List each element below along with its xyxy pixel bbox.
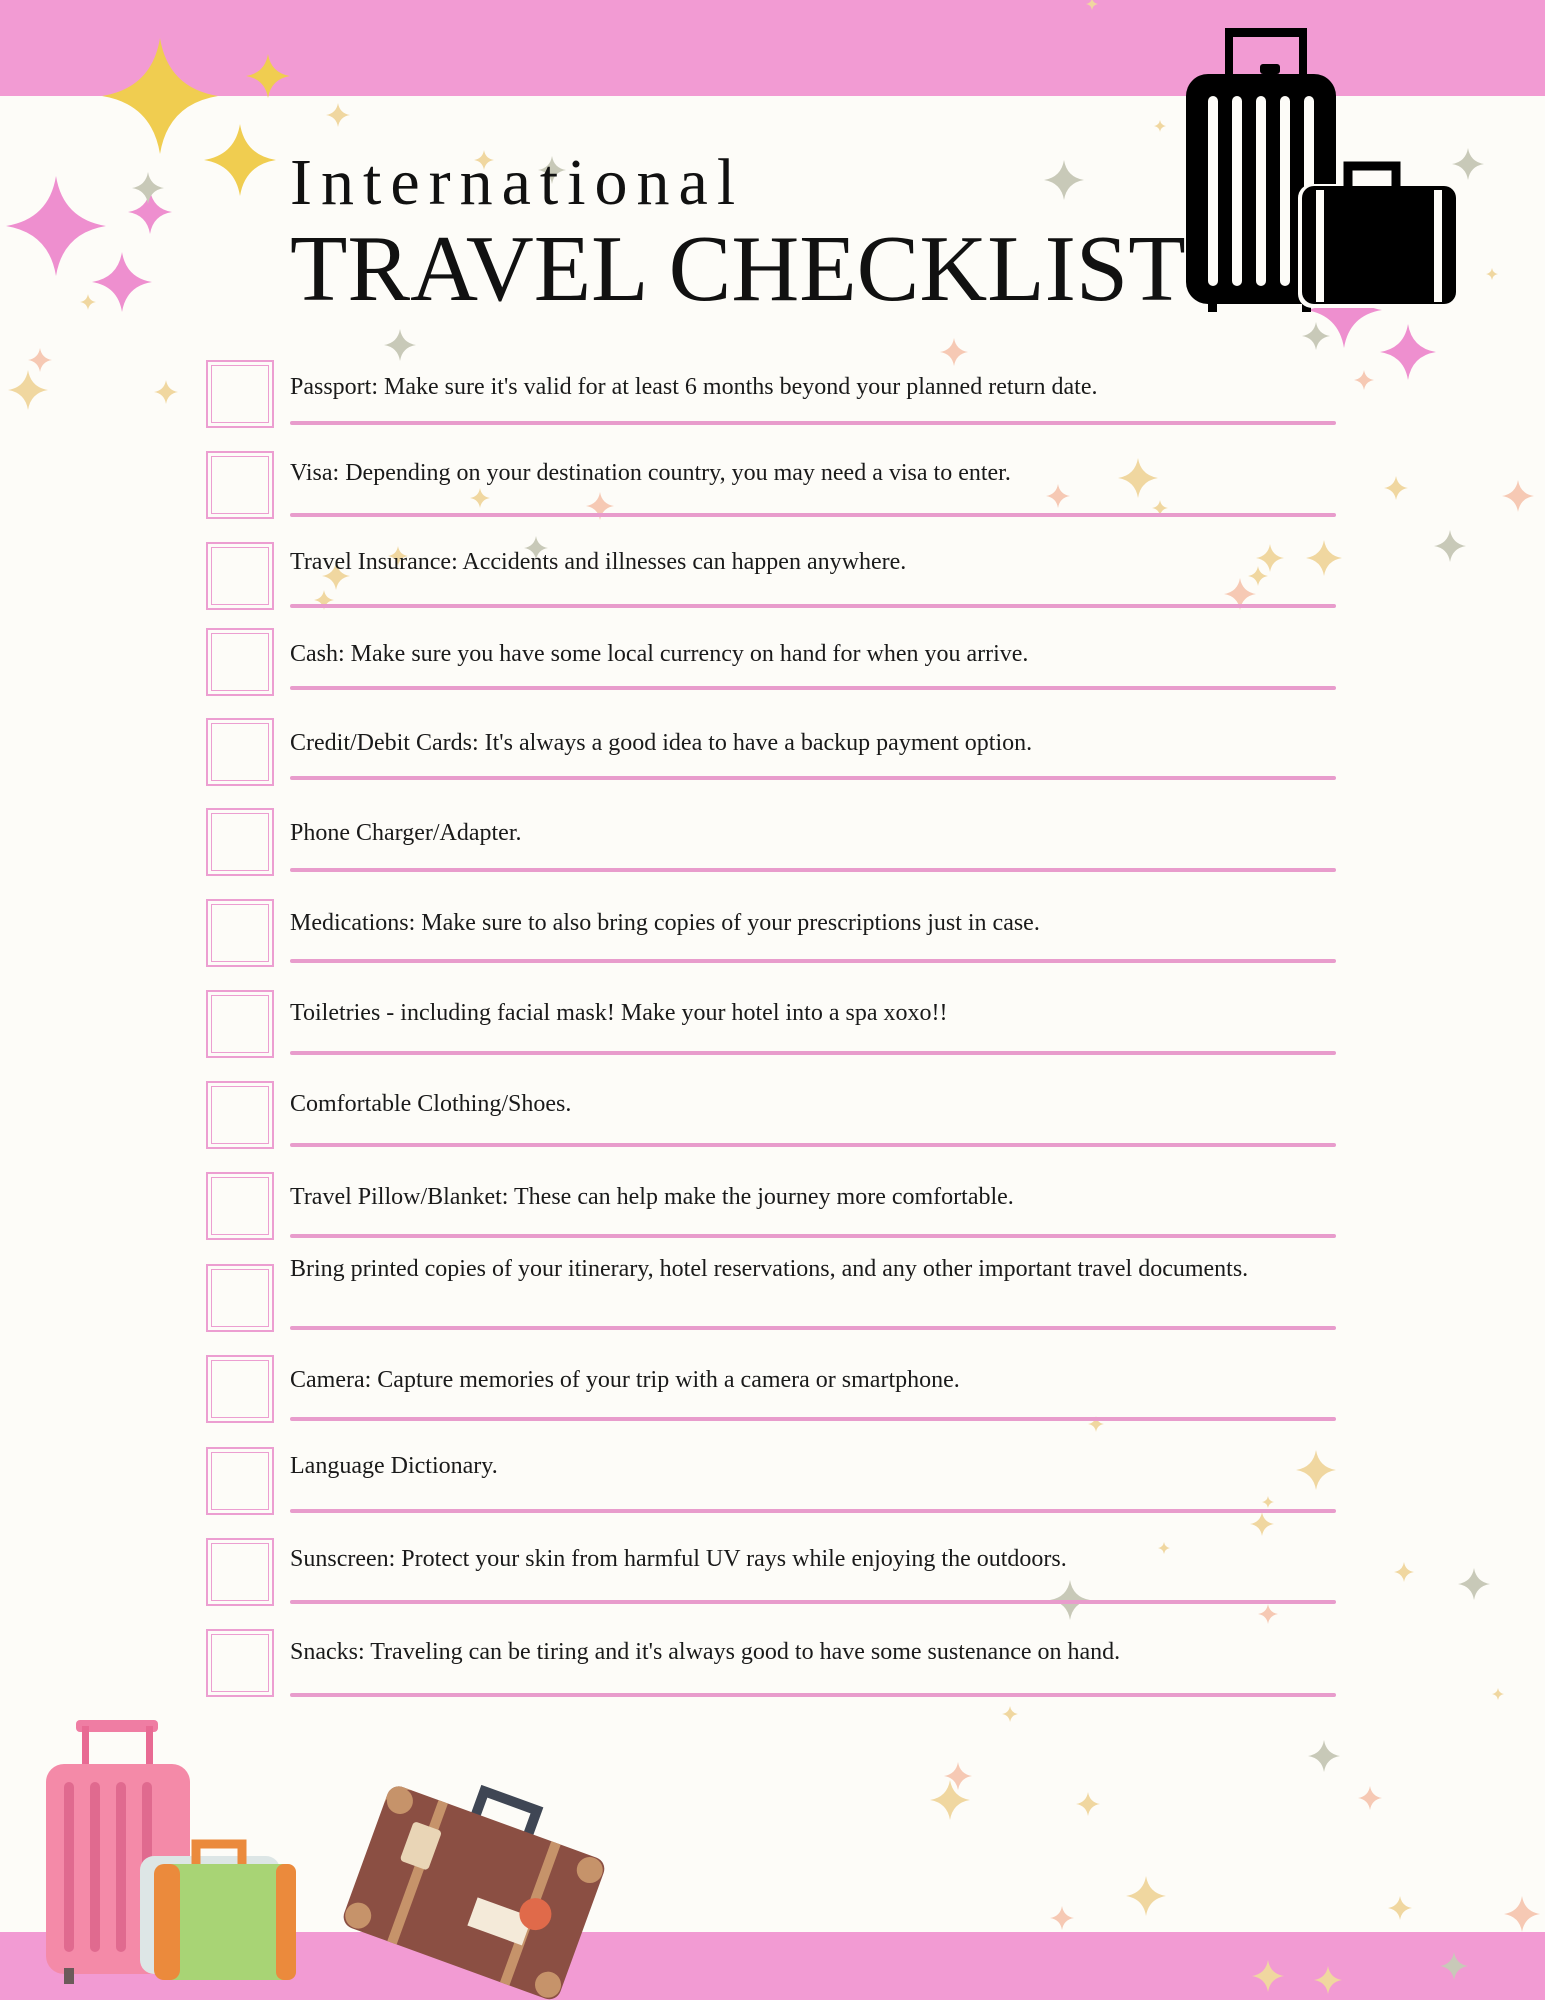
brown-suitcase-icon bbox=[330, 1780, 620, 2000]
sparkle-icon bbox=[1380, 324, 1436, 380]
sparkle-icon bbox=[1354, 370, 1374, 390]
checklist-item bbox=[206, 1081, 1336, 1151]
checklist-item bbox=[206, 1629, 1336, 1699]
item-underline bbox=[290, 1234, 1336, 1238]
sparkle-icon bbox=[1502, 480, 1534, 512]
item-text: Travel Pillow/Blanket: These can help make the journey more comfortable. bbox=[290, 1184, 1014, 1210]
checklist-item bbox=[206, 542, 1336, 612]
sparkle-icon bbox=[1308, 1740, 1340, 1772]
item-underline bbox=[290, 1326, 1336, 1330]
item-underline bbox=[290, 1051, 1336, 1055]
checklist-item bbox=[206, 1447, 1336, 1517]
title-travel-checklist: TRAVEL CHECKLIST bbox=[290, 217, 1186, 321]
sparkle-icon bbox=[1492, 1688, 1504, 1700]
sparkle-icon bbox=[1394, 1562, 1414, 1582]
checklist-item bbox=[206, 990, 1336, 1060]
sparkle-icon bbox=[80, 294, 96, 310]
sparkle-icon bbox=[1154, 120, 1166, 132]
sparkle-icon bbox=[1252, 1960, 1284, 1992]
checklist-item bbox=[206, 360, 1336, 430]
sparkle-icon bbox=[1126, 1876, 1166, 1916]
checkbox[interactable] bbox=[206, 542, 274, 610]
item-text: Bring printed copies of your itinerary, hotel reservations, and any other important travel documents. bbox=[290, 1256, 1249, 1282]
checkbox[interactable] bbox=[206, 360, 274, 428]
sparkle-icon bbox=[1302, 322, 1330, 350]
black-luggage-icon bbox=[1180, 24, 1460, 314]
item-underline bbox=[290, 868, 1336, 872]
checkbox[interactable] bbox=[206, 1447, 274, 1515]
sparkle-icon bbox=[930, 1780, 970, 1820]
item-underline bbox=[290, 1693, 1336, 1697]
sparkle-icon bbox=[1314, 1966, 1342, 1994]
sparkle-icon bbox=[6, 176, 106, 276]
sparkle-icon bbox=[1044, 160, 1084, 200]
checklist-item bbox=[206, 718, 1336, 788]
item-text: Sunscreen: Protect your skin from harmful UV rays while enjoying the outdoors. bbox=[290, 1546, 1067, 1572]
sparkle-icon bbox=[1384, 476, 1408, 500]
sparkle-icon bbox=[204, 124, 276, 196]
checklist-item bbox=[206, 1256, 1336, 1334]
sparkle-icon bbox=[132, 172, 164, 204]
sparkle-icon bbox=[1486, 268, 1498, 280]
item-underline bbox=[290, 776, 1336, 780]
sparkle-icon bbox=[1076, 1792, 1100, 1816]
item-underline bbox=[290, 604, 1336, 608]
checkbox[interactable] bbox=[206, 628, 274, 696]
item-underline bbox=[290, 1509, 1336, 1513]
sparkle-icon bbox=[154, 380, 178, 404]
sparkle-icon bbox=[1434, 530, 1466, 562]
item-text: Passport: Make sure it's valid for at least 6 months beyond your planned return date. bbox=[290, 374, 1098, 400]
item-text: Phone Charger/Adapter. bbox=[290, 820, 522, 846]
sparkle-icon bbox=[1086, 0, 1098, 10]
sparkle-icon bbox=[384, 329, 416, 361]
item-text: Toiletries - including facial mask! Make your hotel into a spa xoxo!! bbox=[290, 1000, 948, 1026]
title-international: International bbox=[290, 146, 745, 219]
checkbox[interactable] bbox=[206, 1629, 274, 1697]
sparkle-icon bbox=[246, 54, 290, 98]
item-text: Language Dictionary. bbox=[290, 1453, 498, 1479]
checkbox[interactable] bbox=[206, 1264, 274, 1332]
item-text: Credit/Debit Cards: It's always a good idea to have a backup payment option. bbox=[290, 730, 1033, 756]
checkbox[interactable] bbox=[206, 1355, 274, 1423]
item-underline bbox=[290, 421, 1336, 425]
checklist-item bbox=[206, 808, 1336, 878]
checklist-item bbox=[206, 1172, 1336, 1242]
sparkle-icon bbox=[1458, 1568, 1490, 1600]
sparkle-icon bbox=[1388, 1896, 1412, 1920]
item-underline bbox=[290, 513, 1336, 517]
sparkle-icon bbox=[1358, 1786, 1382, 1810]
item-underline bbox=[290, 686, 1336, 690]
item-text: Medications: Make sure to also bring copies of your prescriptions just in case. bbox=[290, 910, 1040, 936]
checklist-item bbox=[206, 1538, 1336, 1608]
checkbox[interactable] bbox=[206, 1081, 274, 1149]
pink-suitcase-icon bbox=[40, 1716, 310, 1986]
item-text: Snacks: Traveling can be tiring and it's always good to have some sustenance on hand. bbox=[290, 1639, 1121, 1665]
sparkle-icon bbox=[1440, 1952, 1468, 1980]
item-underline bbox=[290, 1143, 1336, 1147]
checkbox[interactable] bbox=[206, 718, 274, 786]
checkbox[interactable] bbox=[206, 1172, 274, 1240]
sparkle-icon bbox=[102, 38, 218, 154]
item-text: Comfortable Clothing/Shoes. bbox=[290, 1091, 572, 1117]
checklist-item bbox=[206, 899, 1336, 969]
checklist-item bbox=[206, 451, 1336, 521]
checkbox[interactable] bbox=[206, 451, 274, 519]
item-text: Visa: Depending on your destination country, you may need a visa to enter. bbox=[290, 460, 1011, 486]
checkbox[interactable] bbox=[206, 990, 274, 1058]
sparkle-icon bbox=[326, 103, 350, 127]
sparkle-icon bbox=[8, 370, 48, 410]
checkbox[interactable] bbox=[206, 899, 274, 967]
checklist-item bbox=[206, 1355, 1336, 1425]
item-underline bbox=[290, 1417, 1336, 1421]
checkbox[interactable] bbox=[206, 1538, 274, 1606]
sparkle-icon bbox=[1002, 1706, 1018, 1722]
sparkle-icon bbox=[28, 348, 52, 372]
sparkle-icon bbox=[1050, 1906, 1074, 1930]
item-text: Camera: Capture memories of your trip with a camera or smartphone. bbox=[290, 1367, 960, 1393]
item-text: Cash: Make sure you have some local currency on hand for when you arrive. bbox=[290, 641, 1029, 667]
item-underline bbox=[290, 959, 1336, 963]
item-text: Travel Insurance: Accidents and illnesses can happen anywhere. bbox=[290, 549, 907, 575]
sparkle-icon bbox=[92, 252, 152, 312]
checklist-item bbox=[206, 628, 1336, 698]
checkbox[interactable] bbox=[206, 808, 274, 876]
item-underline bbox=[290, 1600, 1336, 1604]
sparkle-icon bbox=[1504, 1896, 1540, 1932]
